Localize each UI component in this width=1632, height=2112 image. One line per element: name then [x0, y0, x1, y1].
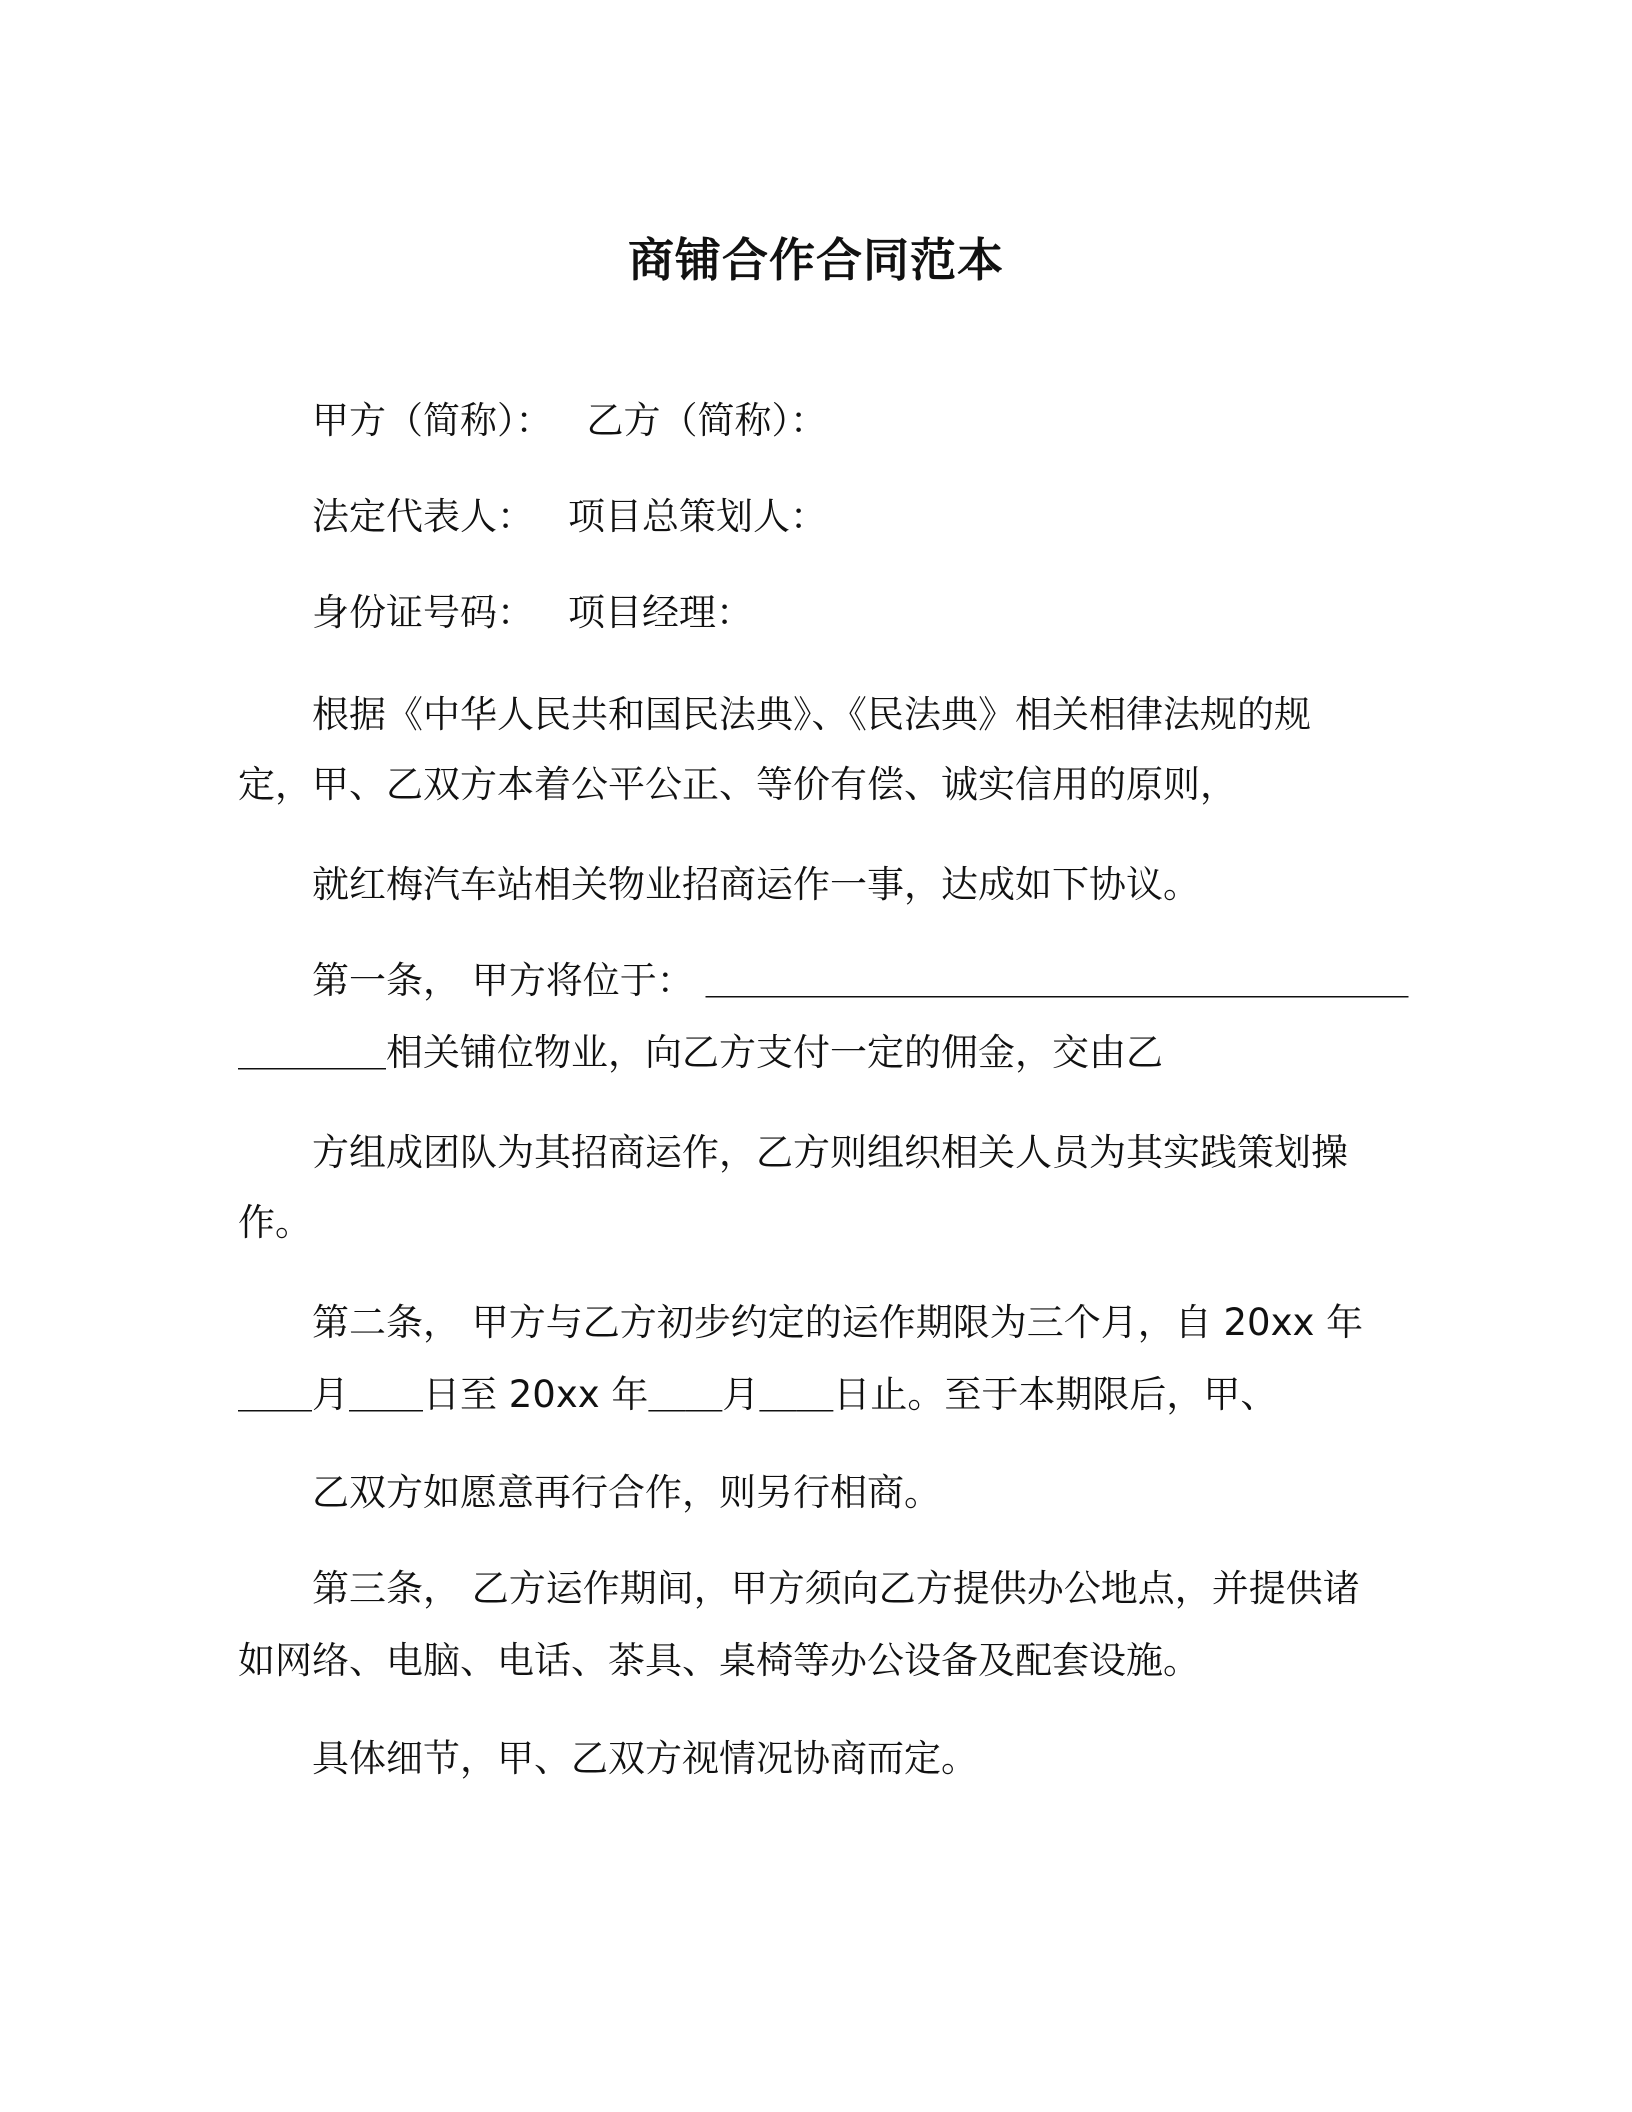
- preamble-line-1: 根据《中华人民共和国民法典》、《民法典》相关相律法规的规: [312, 693, 1311, 736]
- project-planner-label: 项目总策划人：: [568, 495, 827, 538]
- project-manager-label: 项目经理：: [568, 591, 753, 634]
- preamble-line-2: 定，甲、乙双方本着公平公正、等价有偿、诚实信用的原则，: [238, 763, 1237, 806]
- legal-representative-label: 法定代表人：: [312, 495, 534, 538]
- article-3-line-3: 具体细节，甲、乙双方视情况协商而定。: [312, 1737, 978, 1780]
- id-numbers-line: [312, 588, 753, 638]
- document-title: 商铺合作合同范本: [628, 233, 1004, 287]
- article-1-line-1: 第一条， 甲方将位于： ＿＿＿＿＿＿＿＿＿＿＿＿＿＿＿＿＿＿＿: [312, 959, 1409, 1002]
- article-2-line-3: 乙双方如愿意再行合作，则另行相商。: [312, 1471, 941, 1514]
- article-3-line-2: 如网络、电脑、电话、茶具、桌椅等办公设备及配套设施。: [238, 1639, 1200, 1682]
- article-1-line-4: 作。: [238, 1201, 312, 1244]
- representatives-line: [312, 492, 827, 542]
- article-2-line-2: ＿＿月＿＿日至 20xx 年＿＿月＿＿日止。至于本期限后，甲、: [238, 1373, 1278, 1416]
- article-3-line-1: 第三条， 乙方运作期间，甲方须向乙方提供办公地点，并提供诸: [312, 1567, 1360, 1610]
- preamble-line-3: 就红梅汽车站相关物业招商运作一事，达成如下协议。: [312, 863, 1200, 906]
- party-b-label: 乙方（简称）：: [586, 399, 827, 442]
- article-1-line-2: ＿＿＿＿相关铺位物业，向乙方支付一定的佣金，交由乙: [238, 1031, 1163, 1074]
- party-names-line: [312, 396, 827, 446]
- party-a-label: 甲方（简称）：: [312, 399, 553, 442]
- article-1-line-3: 方组成团队为其招商运作，乙方则组织相关人员为其实践策划操: [312, 1131, 1348, 1174]
- article-2-line-1: 第二条， 甲方与乙方初步约定的运作期限为三个月，自 20xx 年: [312, 1301, 1364, 1344]
- id-number-label: 身份证号码：: [312, 591, 534, 634]
